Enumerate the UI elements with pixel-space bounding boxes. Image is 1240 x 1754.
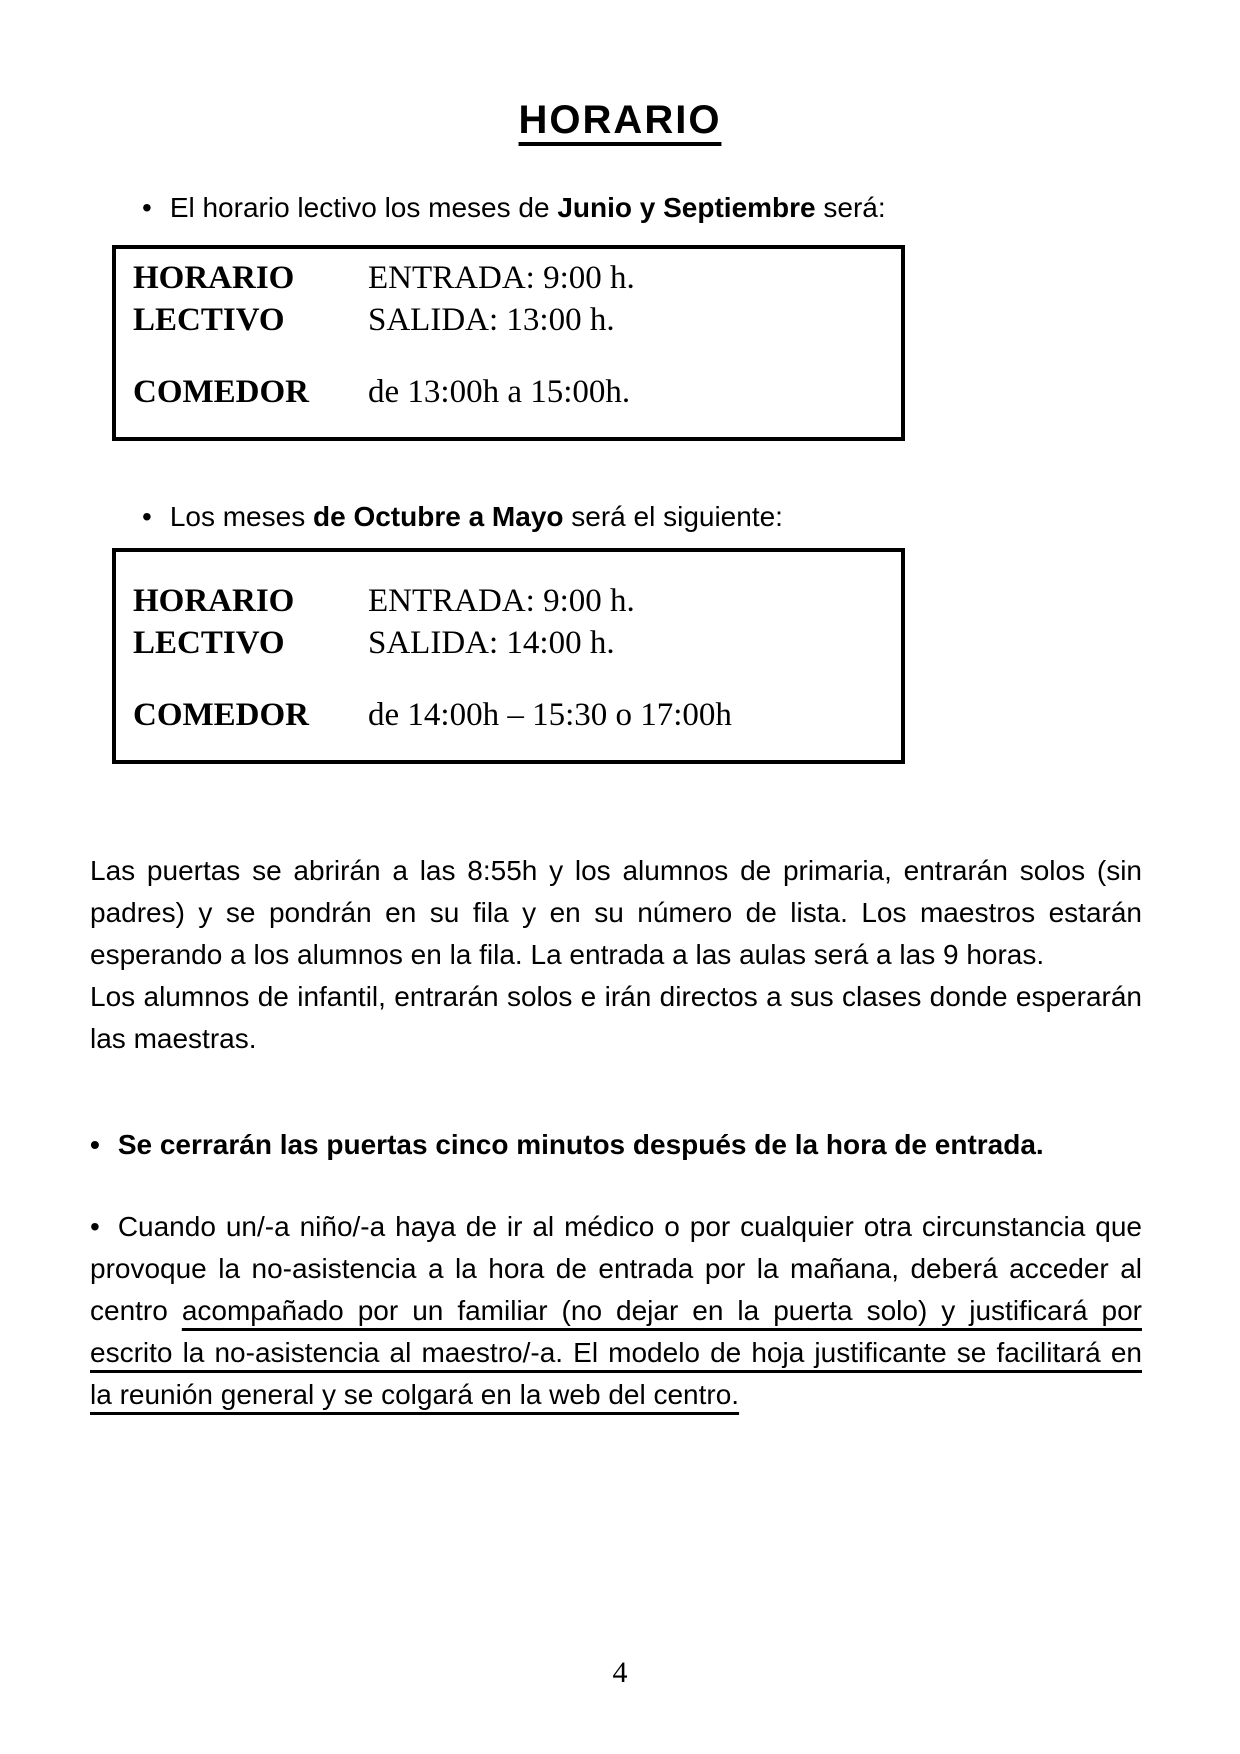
- comedor-label: COMEDOR: [133, 697, 309, 733]
- page-number: 4: [612, 1656, 628, 1689]
- lectivo-values: [368, 580, 891, 664]
- bullet-text-post: será:: [815, 192, 886, 223]
- bullet-icon: •: [142, 501, 152, 532]
- bullet-text-bold: de Octubre a Mayo: [312, 501, 564, 532]
- lectivo-label: HORARIO LECTIVO: [133, 260, 295, 338]
- bullet-item-doors-close: [90, 1124, 1142, 1166]
- lectivo-label: HORARIO LECTIVO: [133, 583, 295, 661]
- entrada-value: ENTRADA: 9:00 h.: [368, 583, 635, 619]
- bullet-icon: •: [142, 192, 152, 223]
- bullet-text-medical-underlined: acompañado por un familiar (no dejar en la puerta solo) y justificará por escrito la no-asistencia al maestro/-a. El modelo de hoja justificante se facilitará en la reunión general y se colgará en la web del centro.: [90, 1295, 1142, 1410]
- salida-value: SALIDA: 14:00 h.: [368, 625, 615, 661]
- schedule-row-lectivo: [133, 580, 891, 664]
- bullet-item-medical-absence: [90, 1206, 1142, 1416]
- bullet-icon: •: [90, 1211, 100, 1242]
- bullet-text-bold: Junio y Septiembre: [557, 192, 816, 223]
- comedor-values: [368, 371, 891, 413]
- bullet-item-june-september: [90, 187, 1142, 229]
- schedule-row-comedor: [133, 694, 891, 736]
- schedule-box-october-may: [112, 548, 905, 764]
- schedule-row-comedor: [133, 371, 891, 413]
- entrada-value: ENTRADA: 9:00 h.: [368, 260, 635, 296]
- comedor-label: COMEDOR: [133, 374, 309, 410]
- paragraph-entry-rules: Las puertas se abrirán a las 8:55h y los alumnos de primaria, entrarán solos (sin padres) y se pondrán en su fila y en su número de lista. Los maestros estarán esperando a los alumnos en la fila. La entrada a las aulas será a las 9 horas.: [90, 855, 1142, 970]
- bullet-item-october-may: [90, 496, 1142, 538]
- bullet-text-pre: El horario lectivo los meses de: [169, 192, 558, 223]
- schedule-row-lectivo: [133, 257, 891, 341]
- schedule-box-june-september: [112, 245, 905, 441]
- bullet-text-october-may: [170, 496, 783, 538]
- bullet-icon: •: [90, 1129, 100, 1160]
- salida-value: SALIDA: 13:00 h.: [368, 302, 615, 338]
- comedor-hours-value: de 13:00h a 15:00h.: [368, 374, 631, 410]
- bullet-text-post: será el siguiente:: [563, 501, 783, 532]
- comedor-values: [368, 694, 891, 736]
- bullet-text-pre: Los meses: [169, 501, 313, 532]
- page-title: HORARIO: [518, 98, 722, 142]
- page-content: [90, 187, 1142, 1416]
- lectivo-values: [368, 257, 891, 341]
- bullet-text-doors-close: Se cerrarán las puertas cinco minutos después de la hora de entrada.: [117, 1129, 1044, 1160]
- bullet-text-june-september: [170, 187, 886, 229]
- paragraph-infantil: Los alumnos de infantil, entrarán solos e irán directos a sus clases donde esperarán las maestras.: [90, 981, 1142, 1054]
- comedor-hours-value: de 14:00h – 15:30 o 17:00h: [368, 697, 732, 733]
- bullet-text-medical-normal: Cuando un/-a niño/-a haya de ir al médico o por cualquier otra circunstancia que provoque la no-asistencia a la hora de entrada por la mañana, deberá acceder al centro: [90, 1211, 1142, 1326]
